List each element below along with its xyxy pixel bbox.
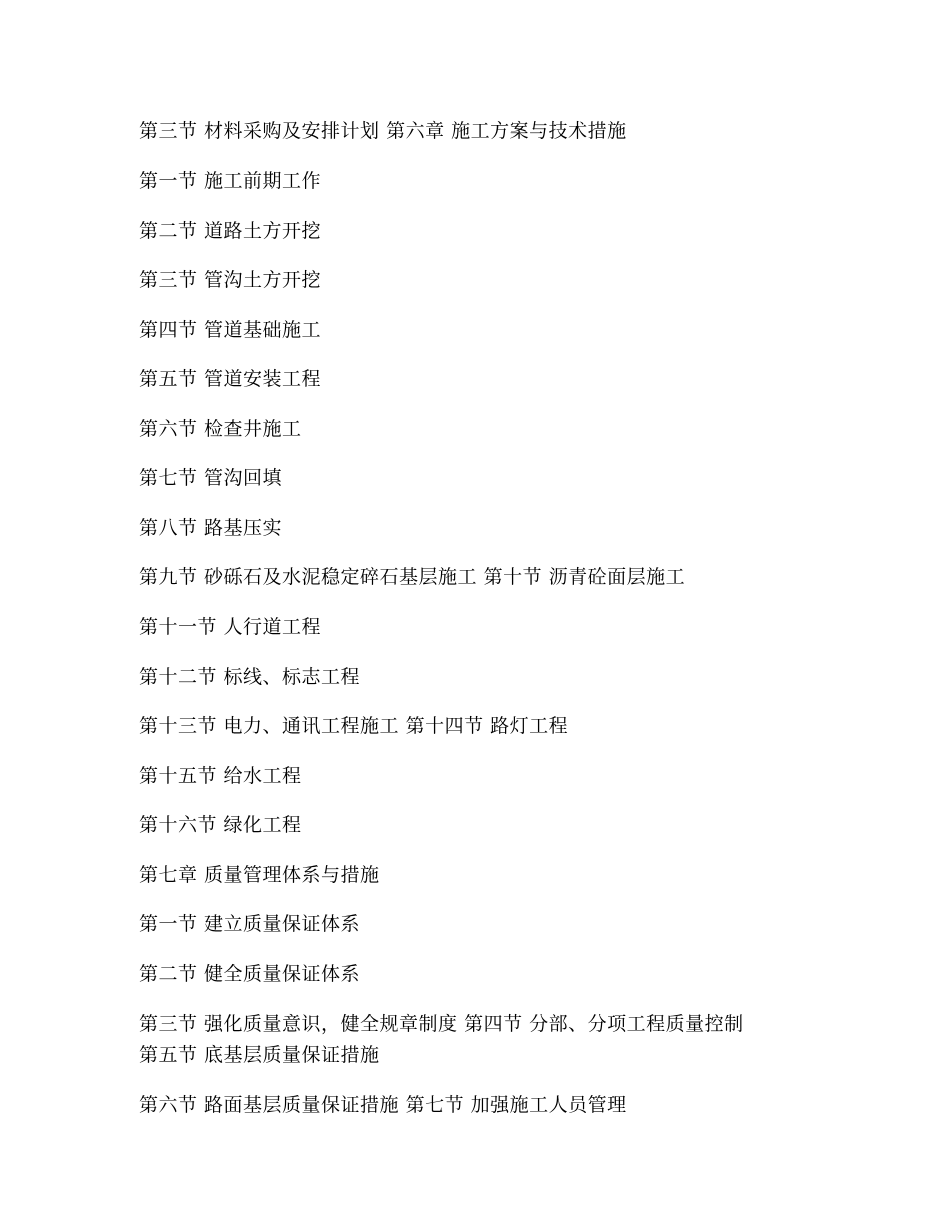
toc-line: 第十六节 绿化工程 [139,814,302,836]
toc-line: 第十一节 人行道工程 [139,616,322,638]
toc-line: 第二节 健全质量保证体系 [139,963,361,985]
toc-line: 第八节 路基压实 [139,517,283,539]
toc-line: 第三节 强化质量意识，健全规章制度 第四节 分部、分项工程质量控制 [139,1013,744,1035]
toc-line: 第三节 管沟土方开挖 [139,269,322,291]
toc-line: 第六节 检查井施工 [139,418,302,440]
toc-line: 第九节 砂砾石及水泥稳定碎石基层施工 第十节 沥青砼面层施工 [139,566,686,588]
toc-line: 第七章 质量管理体系与措施 [139,864,380,886]
toc-line: 第二节 道路土方开挖 [139,220,322,242]
toc-line: 第五节 底基层质量保证措施 [139,1044,380,1066]
toc-line: 第十二节 标线、标志工程 [139,666,361,688]
toc-line: 第七节 管沟回填 [139,467,283,489]
toc-line: 第六节 路面基层质量保证措施 第七节 加强施工人员管理 [139,1094,627,1116]
toc-line: 第一节 施工前期工作 [139,170,322,192]
toc-line: 第一节 建立质量保证体系 [139,913,361,935]
toc-line: 第十三节 电力、通讯工程施工 第十四节 路灯工程 [139,715,569,737]
toc-line: 第四节 管道基础施工 [139,319,322,341]
toc-line: 第三节 材料采购及安排计划 第六章 施工方案与技术措施 [139,120,627,142]
toc-line: 第五节 管道安装工程 [139,368,322,390]
toc-line: 第十五节 给水工程 [139,765,302,787]
